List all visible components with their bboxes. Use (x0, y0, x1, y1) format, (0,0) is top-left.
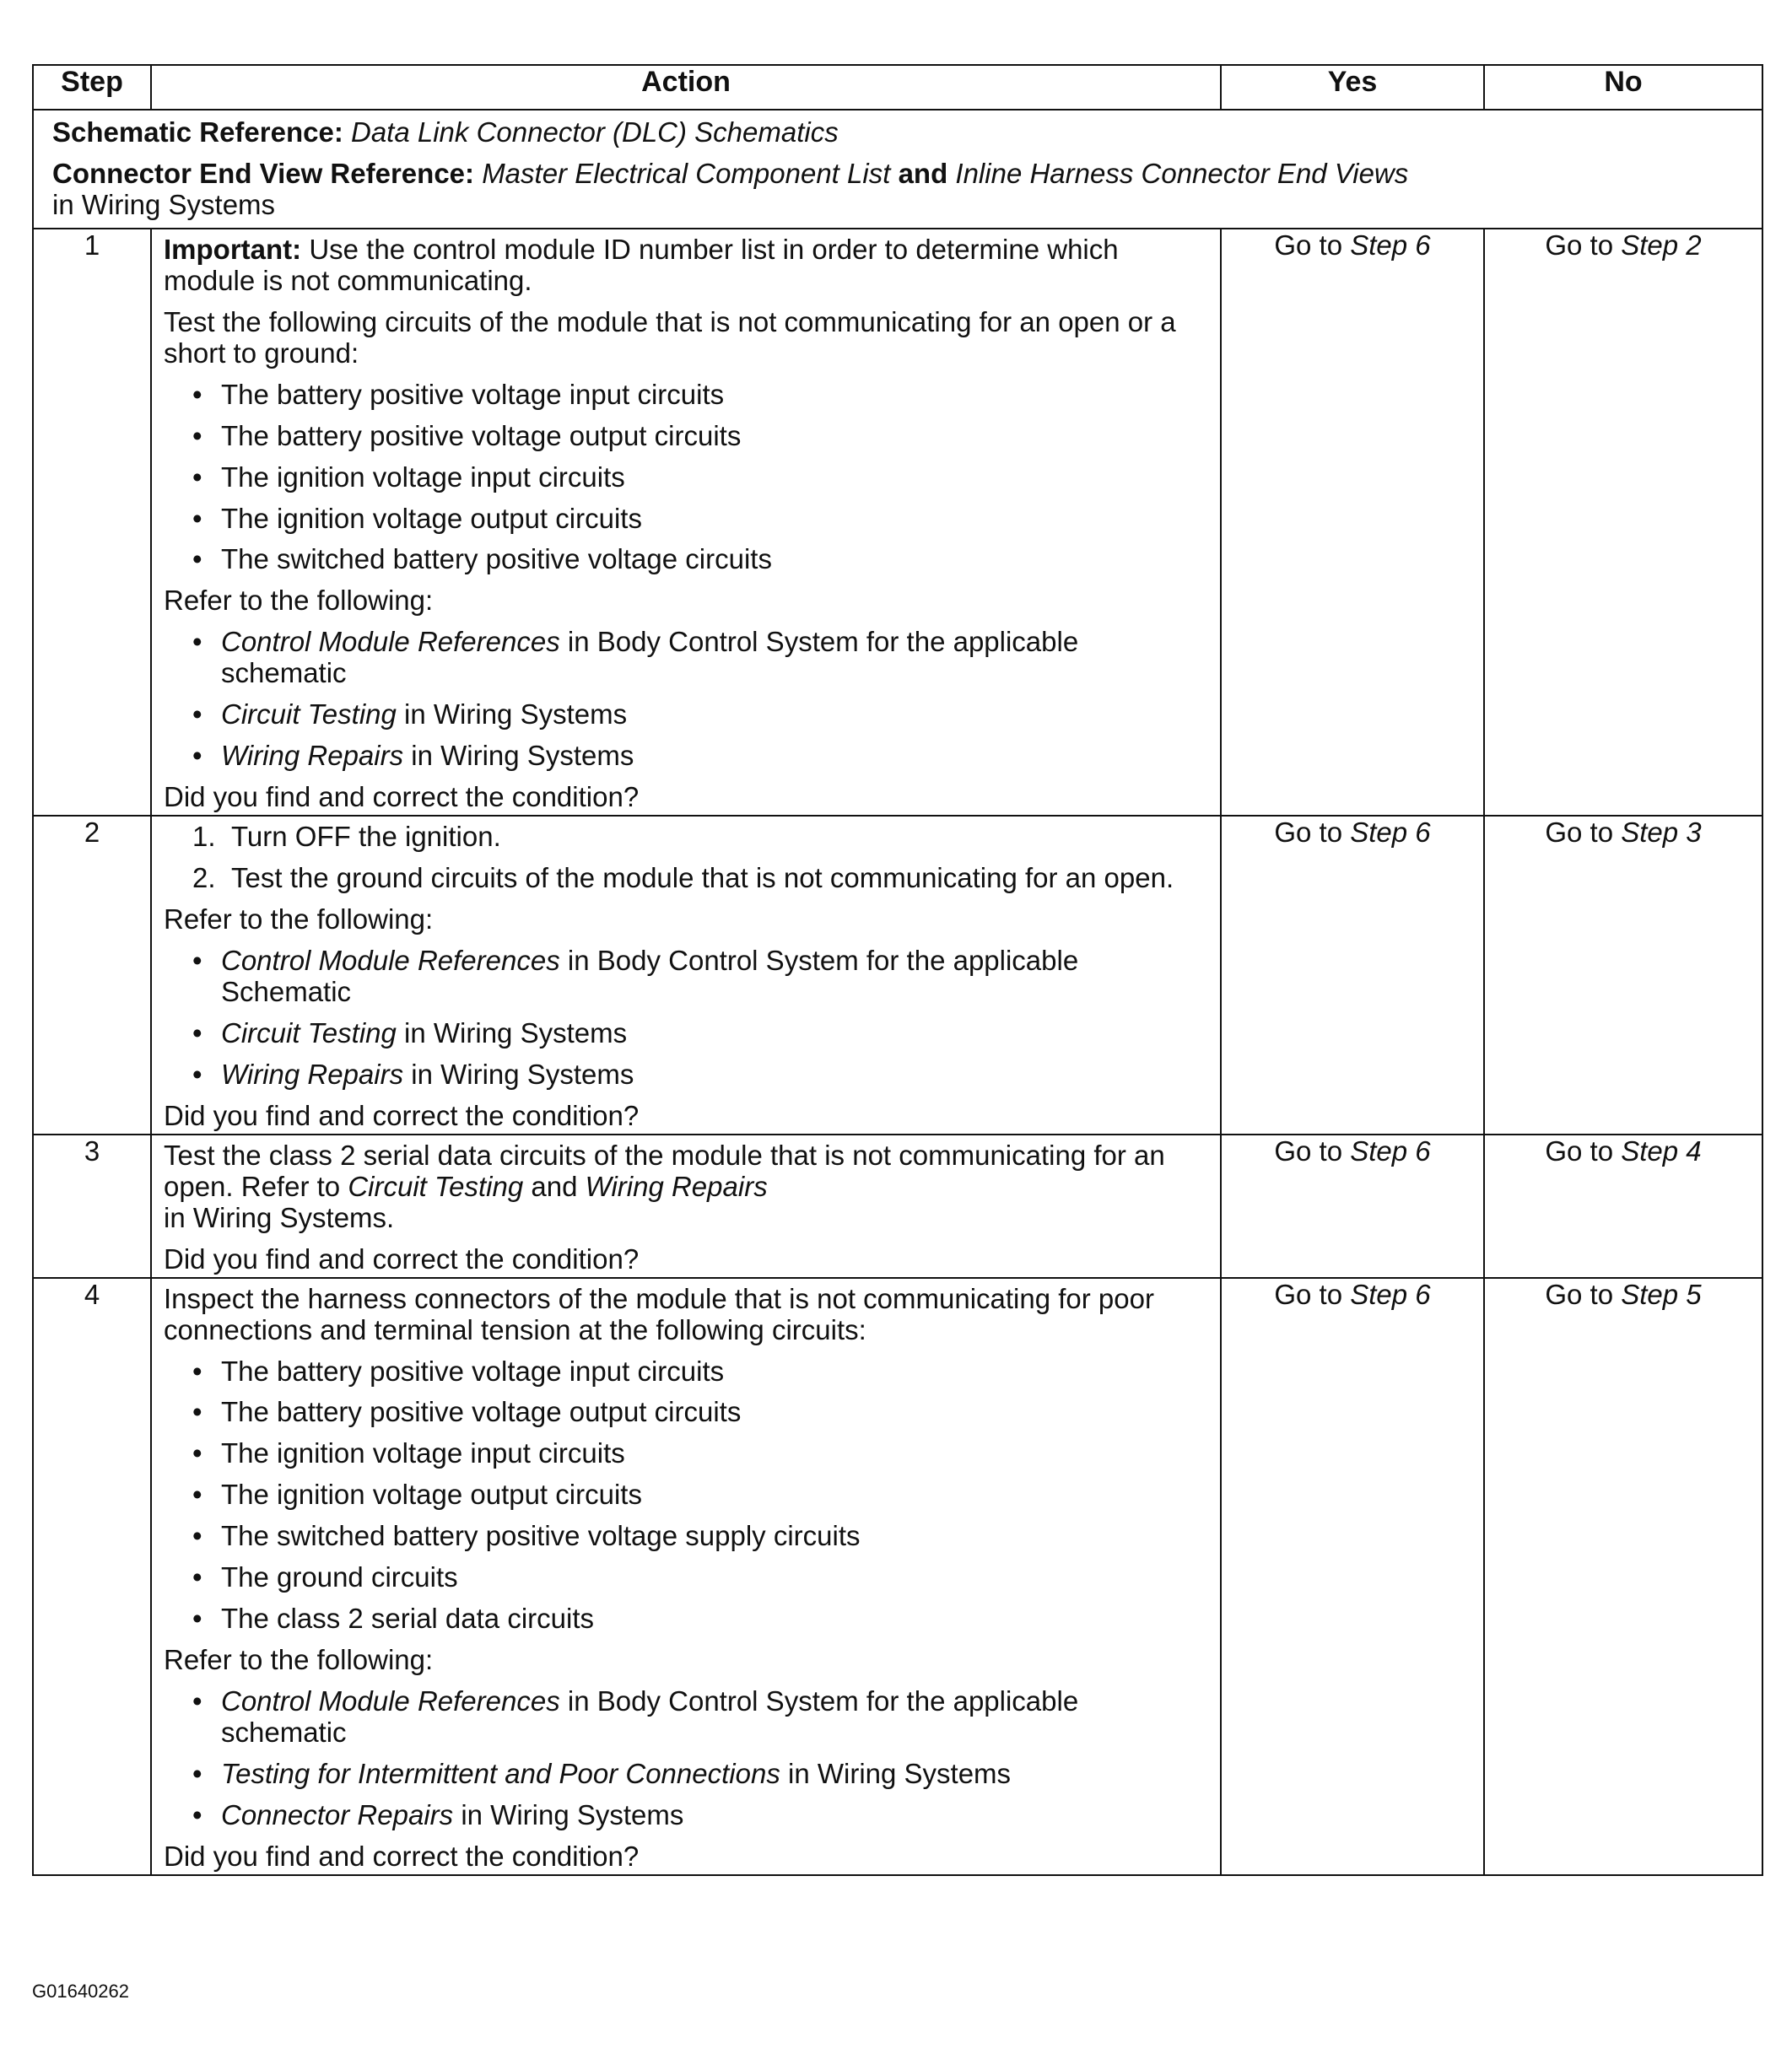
reference-list (164, 946, 1208, 1091)
reference-link[interactable]: Wiring Repairs (585, 1170, 768, 1202)
list-text: Turn OFF the ignition. (231, 821, 501, 853)
refer-label: Refer to the following: (164, 903, 434, 935)
list-item: • The class 2 serial data circuits (164, 1604, 1208, 1635)
step-question: Did you find and correct the condition? (164, 1099, 640, 1131)
goto-target-link[interactable]: Step 2 (1621, 229, 1702, 261)
diagnostic-table-container (32, 64, 1762, 1876)
step-number: 1 (33, 229, 151, 816)
list-item (164, 699, 1208, 730)
refer-label: Refer to the following: (164, 1644, 434, 1676)
reference-link[interactable]: Circuit Testing (348, 1170, 524, 1202)
connector-reference-link-1[interactable]: Master Electrical Component List (482, 157, 891, 189)
instruction-text: Test the class 2 serial data circuits of the module that is not communicating for an open. Refer to (164, 1139, 1165, 1202)
reference-list (164, 627, 1208, 772)
reference-text: in Body Control System for the applicable schematic (221, 1685, 1079, 1749)
list-item (164, 863, 1208, 894)
reference-link[interactable]: Wiring Repairs (221, 1058, 404, 1090)
reference-link[interactable]: Control Module References (221, 945, 560, 977)
refer-label: Refer to the following: (164, 585, 434, 617)
goto-prefix: Go to (1545, 817, 1614, 849)
reference-link[interactable]: Testing for Intermittent and Poor Connections (221, 1758, 780, 1790)
goto-target-link[interactable]: Step 6 (1350, 817, 1431, 849)
step-number: 2 (33, 816, 151, 1135)
step-question: Did you find and correct the condition? (164, 781, 640, 813)
list-number: 1. (192, 821, 216, 853)
goto-target-link[interactable]: Step 6 (1350, 229, 1431, 261)
list-text: Test the ground circuits of the module that is not communicating for an open. (231, 862, 1174, 894)
list-number: 2. (192, 862, 216, 894)
list-item: • The ignition voltage input circuits (164, 1438, 1208, 1469)
goto-prefix: Go to (1274, 1278, 1343, 1310)
list-item: • The battery positive voltage output circuits (164, 421, 1208, 452)
reference-row (33, 110, 1762, 229)
goto-prefix: Go to (1545, 1135, 1614, 1167)
reference-text: in Body Control System for the applicable schematic (221, 626, 1079, 689)
reference-list (164, 1686, 1208, 1831)
step-action (151, 1135, 1221, 1278)
instruction-text: and (531, 1170, 578, 1202)
no-goto[interactable] (1484, 1135, 1762, 1278)
list-item: • The switched battery positive voltage circuits (164, 544, 1208, 575)
list-item (164, 1759, 1208, 1790)
step-action (151, 816, 1221, 1135)
list-item (164, 1018, 1208, 1049)
connector-reference-label: Connector End View Reference: (52, 157, 475, 189)
list-item: • The battery positive voltage input circuits (164, 1356, 1208, 1388)
goto-target-link[interactable]: Step 3 (1621, 817, 1702, 849)
reference-text: in Wiring Systems (411, 740, 634, 772)
list-item (164, 946, 1208, 1008)
step-row-1 (33, 229, 1762, 816)
list-item: • The battery positive voltage output circuits (164, 1397, 1208, 1428)
list-item: • The ignition voltage input circuits (164, 462, 1208, 493)
yes-goto[interactable] (1221, 1278, 1484, 1875)
goto-target-link[interactable]: Step 6 (1350, 1278, 1431, 1310)
no-goto[interactable] (1484, 1278, 1762, 1875)
goto-target-link[interactable]: Step 5 (1621, 1278, 1702, 1310)
list-item (164, 1800, 1208, 1831)
list-item: • The ignition voltage output circuits (164, 1480, 1208, 1511)
step-intro: Inspect the harness connectors of the module that is not communicating for poor connections and terminal tension at the following circuits: (164, 1282, 1154, 1345)
reference-text: in Wiring Systems (461, 1798, 684, 1830)
important-label: Important: (164, 233, 302, 265)
important-note (164, 234, 1208, 297)
schematic-reference-label: Schematic Reference: (52, 116, 343, 148)
list-item (164, 1686, 1208, 1749)
circuit-list (164, 380, 1208, 576)
list-item: • The battery positive voltage input circuits (164, 380, 1208, 411)
no-goto[interactable] (1484, 816, 1762, 1135)
list-item (164, 822, 1208, 853)
list-item: • The ignition voltage output circuits (164, 504, 1208, 535)
step-action (151, 1278, 1221, 1875)
yes-goto[interactable] (1221, 1135, 1484, 1278)
no-goto[interactable] (1484, 229, 1762, 816)
list-item: • The switched battery positive voltage supply circuits (164, 1521, 1208, 1552)
step-row-4 (33, 1278, 1762, 1875)
reference-link[interactable]: Circuit Testing (221, 1016, 397, 1048)
circuit-list (164, 1356, 1208, 1636)
schematic-reference (52, 117, 1743, 148)
reference-link[interactable]: Control Module References (221, 626, 560, 658)
list-item (164, 1059, 1208, 1091)
reference-text: in Wiring Systems (404, 1016, 628, 1048)
header-row (33, 65, 1762, 110)
reference-cell (33, 110, 1762, 229)
step-action (151, 229, 1221, 816)
goto-target-link[interactable]: Step 6 (1350, 1135, 1431, 1167)
connector-reference-link-2[interactable]: Inline Harness Connector End Views (955, 157, 1409, 189)
reference-text: in Body Control System for the applicable Schematic (221, 945, 1079, 1007)
reference-text: in Wiring Systems (788, 1758, 1012, 1790)
connector-reference (52, 159, 1743, 221)
reference-text: in Wiring Systems (404, 698, 628, 730)
step-column-header: Step (33, 65, 151, 110)
goto-prefix: Go to (1545, 1278, 1614, 1310)
reference-link[interactable]: Wiring Repairs (221, 740, 404, 772)
connector-reference-and: and (898, 157, 948, 189)
step-row-2 (33, 816, 1762, 1135)
reference-link[interactable]: Control Module References (221, 1685, 560, 1717)
step-question: Did you find and correct the condition? (164, 1243, 640, 1275)
yes-goto[interactable] (1221, 816, 1484, 1135)
no-column-header: No (1484, 65, 1762, 110)
step-intro: Test the following circuits of the module that is not communicating for an open or a short to ground: (164, 305, 1176, 369)
numbered-list (164, 822, 1208, 894)
list-item (164, 627, 1208, 689)
step-instruction (164, 1140, 1208, 1234)
reference-link[interactable]: Connector Repairs (221, 1798, 454, 1830)
diagnostic-table (32, 64, 1763, 1876)
goto-prefix: Go to (1274, 229, 1343, 261)
goto-prefix: Go to (1274, 1135, 1343, 1167)
figure-id: G01640262 (32, 1981, 129, 2002)
list-item (164, 741, 1208, 772)
yes-column-header: Yes (1221, 65, 1484, 110)
step-number: 3 (33, 1135, 151, 1278)
goto-prefix: Go to (1545, 229, 1614, 261)
step-row-3 (33, 1135, 1762, 1278)
instruction-text: in Wiring Systems. (164, 1201, 395, 1233)
schematic-reference-link[interactable]: Data Link Connector (DLC) Schematics (351, 116, 839, 148)
connector-reference-suffix: in Wiring Systems (52, 188, 276, 220)
important-text: Use the control module ID number list in order to determine which module is not communicating. (164, 233, 1119, 296)
reference-link[interactable]: Circuit Testing (221, 698, 397, 730)
list-item: • The ground circuits (164, 1562, 1208, 1593)
reference-text: in Wiring Systems (411, 1058, 634, 1090)
goto-prefix: Go to (1274, 817, 1343, 849)
yes-goto[interactable] (1221, 229, 1484, 816)
goto-target-link[interactable]: Step 4 (1621, 1135, 1702, 1167)
step-number: 4 (33, 1278, 151, 1875)
action-column-header: Action (151, 65, 1221, 110)
step-question: Did you find and correct the condition? (164, 1840, 640, 1872)
